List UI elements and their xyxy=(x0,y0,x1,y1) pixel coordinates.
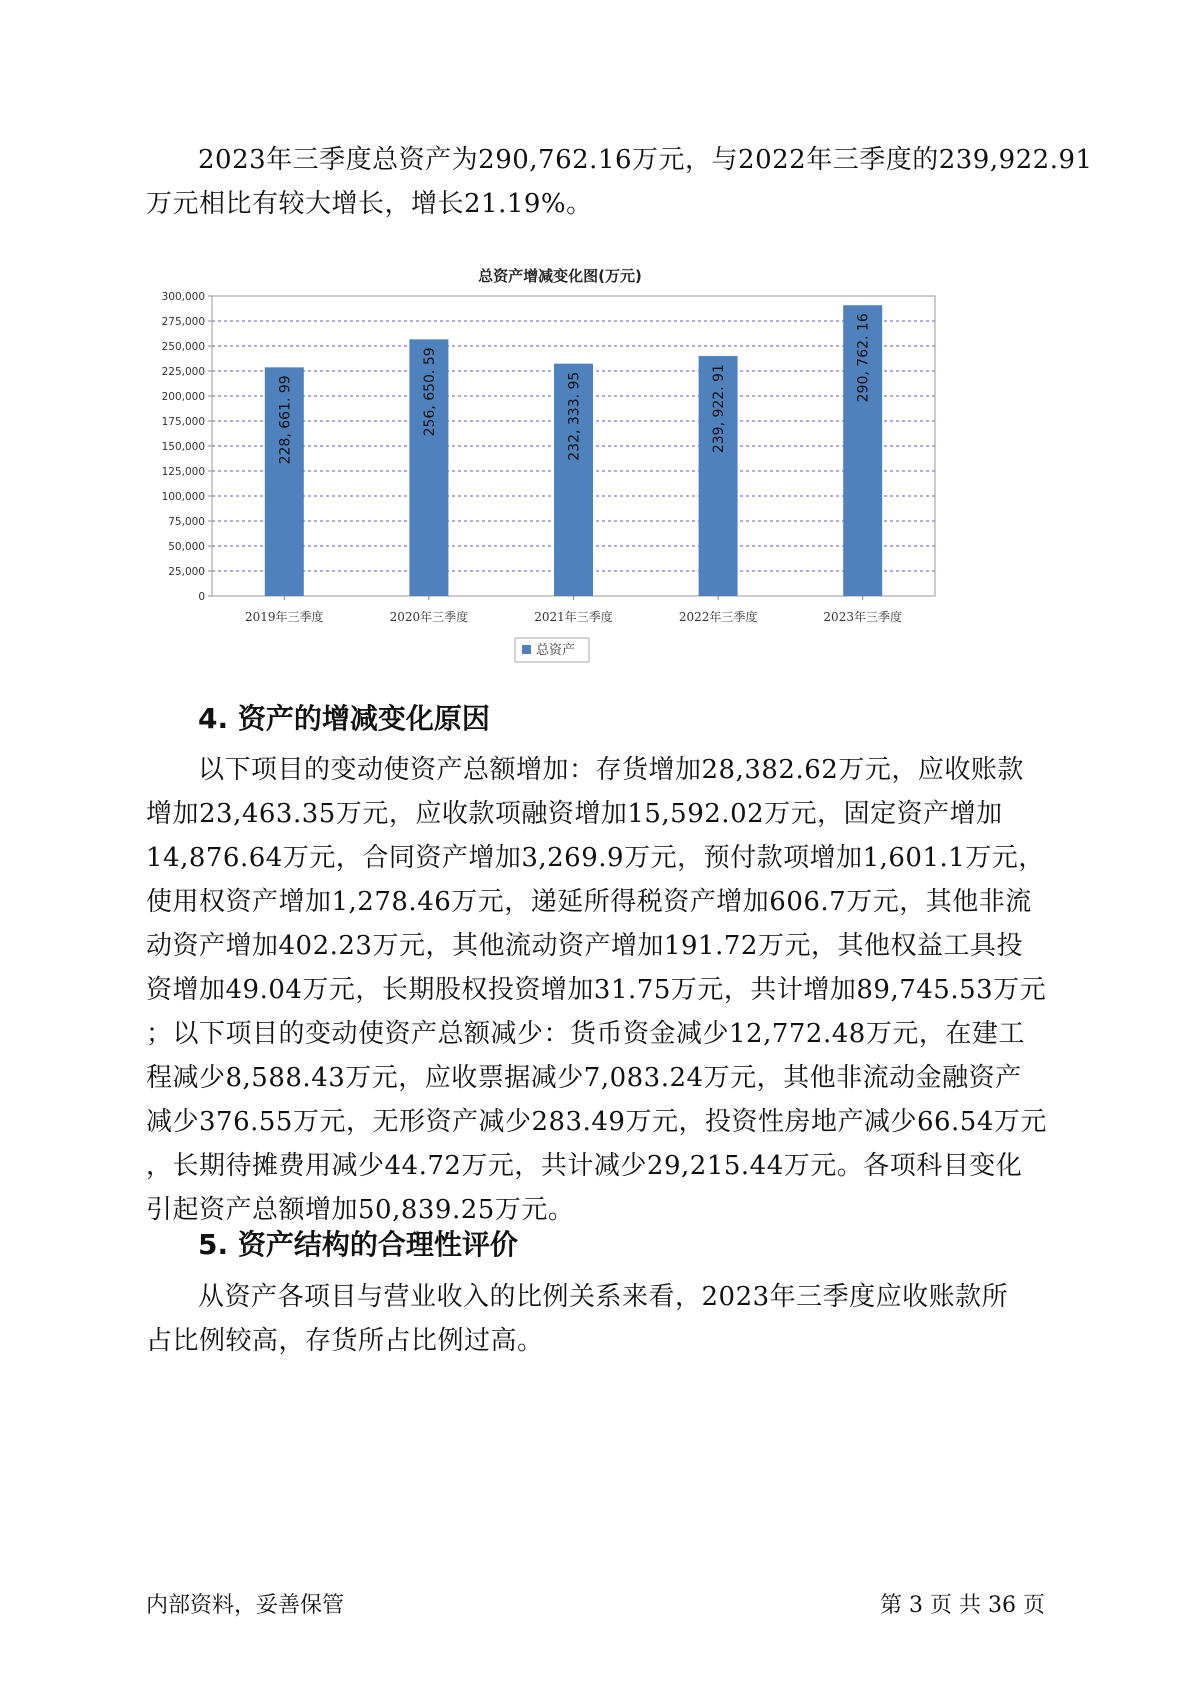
section4-line: ；以下项目的变动使资产总额减少：货币资金减少12,772.48万元，在建工 xyxy=(146,1019,1025,1049)
section4-line: 引起资产总额增加50,839.25万元。 xyxy=(146,1195,575,1225)
y-tick-label: 75,000 xyxy=(168,516,205,528)
y-tick-label: 250,000 xyxy=(161,341,205,353)
x-tick-label: 2023年三季度 xyxy=(823,610,902,624)
section4-line: 资增加49.04万元，长期股权投资增加31.75万元，共计增加89,745.53万元 xyxy=(146,975,1047,1005)
section4-line: 增加23,463.35万元，应收款项融资增加15,592.02万元，固定资产增加 xyxy=(146,799,1003,829)
x-tick-label: 2021年三季度 xyxy=(534,610,613,624)
y-tick-label: 150,000 xyxy=(161,441,205,453)
bar-value-label: 290, 762. 16 xyxy=(855,313,872,403)
intro-line-2: 万元相比有较大增长，增长21.19%。 xyxy=(146,189,593,219)
section4-paragraph xyxy=(146,748,1046,1232)
intro-paragraph xyxy=(146,138,1093,226)
y-tick-label: 125,000 xyxy=(161,466,205,478)
section4-line: 动资产增加402.23万元，其他流动资产增加191.72万元，其他权益工具投 xyxy=(146,931,1023,961)
section5-heading: 5. 资产结构的合理性评价 xyxy=(198,1228,518,1261)
y-tick-label: 0 xyxy=(198,591,205,603)
bar-value-label: 239, 922. 91 xyxy=(711,364,728,454)
total-assets-chart xyxy=(150,262,1020,712)
section4-line: 使用权资产增加1,278.46万元，递延所得税资产增加606.7万元，其他非流 xyxy=(146,887,1032,917)
section5-paragraph xyxy=(146,1275,1046,1363)
legend-label: 总资产 xyxy=(536,643,576,658)
section4-heading: 4. 资产的增减变化原因 xyxy=(198,702,490,735)
y-tick-label: 50,000 xyxy=(168,541,205,553)
x-tick-label: 2022年三季度 xyxy=(678,610,758,624)
y-tick-label: 175,000 xyxy=(161,416,205,428)
chart-svg xyxy=(150,262,1020,712)
y-tick-label: 275,000 xyxy=(161,316,205,328)
chart-title: 总资产增减变化图(万元) xyxy=(478,267,642,286)
y-tick-label: 25,000 xyxy=(168,566,205,578)
section4-line: 14,876.64万元，合同资产增加3,269.9万元，预付款项增加1,601.1万元， xyxy=(146,843,1045,873)
legend-swatch xyxy=(522,645,531,654)
y-tick-label: 225,000 xyxy=(161,366,205,378)
x-tick-label: 2019年三季度 xyxy=(245,610,324,624)
bar-value-label: 256, 650. 59 xyxy=(421,347,438,437)
y-tick-label: 100,000 xyxy=(161,491,205,503)
y-tick-label: 300,000 xyxy=(161,291,205,303)
section4-line: 程减少8,588.43万元，应收票据减少7,083.24万元，其他非流动金融资产 xyxy=(146,1063,1022,1093)
section5-line: 占比例较高，存货所占比例过高。 xyxy=(146,1326,544,1356)
bar-value-label: 228, 661. 99 xyxy=(277,375,294,465)
x-tick-label: 2020年三季度 xyxy=(389,610,469,624)
footer-page-number: 第 3 页 共 36 页 xyxy=(880,1593,1045,1618)
section4-line: 以下项目的变动使资产总额增加：存货增加28,382.62万元，应收账款 xyxy=(198,755,1024,785)
y-tick-label: 200,000 xyxy=(161,391,205,403)
section4-line: 减少376.55万元，无形资产减少283.49万元，投资性房地产减少66.54万元 xyxy=(146,1107,1047,1137)
footer-confidential: 内部资料，妥善保管 xyxy=(146,1593,345,1618)
intro-line-1: 2023年三季度总资产为290,762.16万元，与2022年三季度的239,922.91 xyxy=(198,145,1093,175)
section4-line: ，长期待摊费用减少44.72万元，共计减少29,215.44万元。各项科目变化 xyxy=(146,1151,1023,1181)
bar-value-label: 232, 333. 95 xyxy=(566,371,583,461)
section5-line: 从资产各项目与营业收入的比例关系来看，2023年三季度应收账款所 xyxy=(198,1282,1009,1312)
